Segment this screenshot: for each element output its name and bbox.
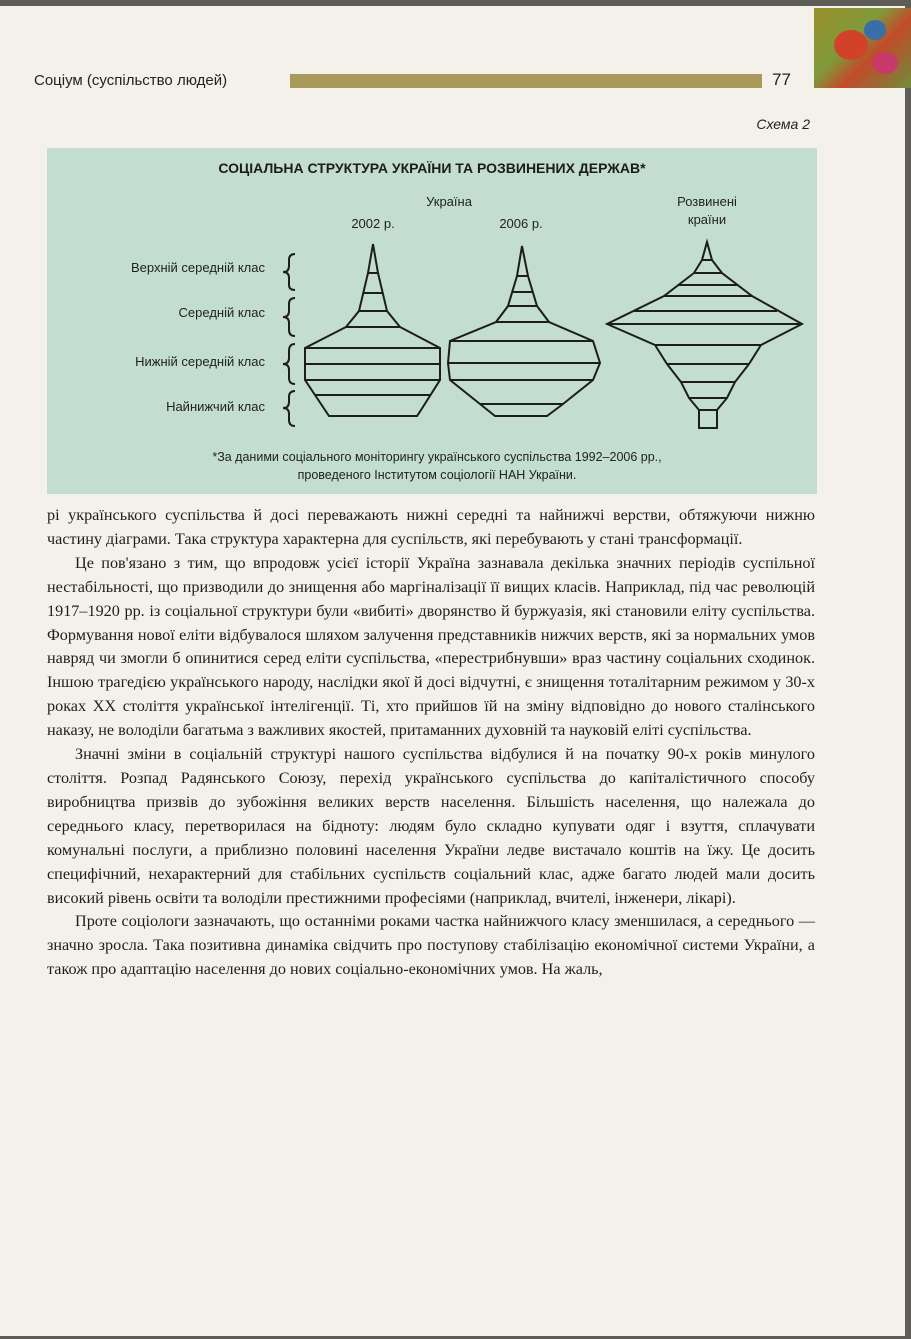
paragraph-2: Це пов'язано з тим, що впродовж усієї історії Україна зазнавала декілька значних періодів суспільної нестабільності, що призводили до знищення або маргіналізації її вищих класів. Наприклад, під час революцій 1917–1920 рр. із соціальної структури були «вибиті» дворянство й буржуазія, які становили еліту суспільства. Формування нової еліти відбувалося шляхом залучення представників нижчих верств, які за нормальних умов навряд чи змогли б опинитися серед еліти суспільства, «перестрибнувши» враз частину соціальних сходинок. Іншою трагедією українського народу, наслідки якої й досі відчутні, є знищення тоталітарним режимом у 30-х роках XX століття української інтелігенції. Ті, хто прийшов їй на зміну відповідно до нового сталінського наказу, не володіли багатьма з важливих якостей, притаманних духовній та науковій еліті суспільства. <box>47 553 815 740</box>
social-structure-figure <box>47 148 817 494</box>
running-title: Соціум (суспільство людей) <box>34 72 228 89</box>
row-label-lowest: Найнижчий клас <box>166 399 265 414</box>
body-text <box>47 504 815 982</box>
col-developed-label-1: Розвинені <box>677 194 737 209</box>
col-2002-label: 2002 р. <box>351 216 395 231</box>
group-ukraine-label: Україна <box>426 194 472 209</box>
row-label-upper-middle: Верхній середній клас <box>130 260 265 275</box>
figure-title: СОЦІАЛЬНА СТРУКТУРА УКРАЇНИ ТА РОЗВИНЕНИХ ДЕРЖАВ* <box>218 160 646 176</box>
footnote-line-2: проведеного Інститутом соціології НАН України. <box>297 468 577 482</box>
corner-illustration <box>814 8 911 88</box>
col-2006-label: 2006 р. <box>499 216 543 231</box>
paragraph-1: рі українського суспільства й досі переважають нижні середні та найнижчі верстви, обтяжуючи нижню частину діаграми. Така структура характерна для суспільств, які перебувають у стані трансформації. <box>47 506 815 548</box>
row-brace-lowest <box>283 391 295 426</box>
pyramid-2002 <box>305 244 440 416</box>
pyramid-2006 <box>448 246 600 416</box>
row-brace-upper-middle <box>283 254 295 290</box>
col-developed-label-2: країни <box>687 212 727 227</box>
row-label-middle: Середній клас <box>178 305 265 320</box>
paragraph-4: Проте соціологи зазначають, що останніми роками частка найнижчого класу зменшилася, а середнього — значно зросла. Така позитивна динаміка свідчить про поступову стабілізацію економічної системи України, а також про адаптацію населення до нових соціально-економічних умов. На жаль, <box>47 912 815 979</box>
figure-footnote <box>87 448 787 484</box>
row-label-lower-middle: Нижній середній клас <box>135 354 265 369</box>
figure-label: Схема 2 <box>756 116 810 132</box>
pyramid-diagrams <box>47 148 817 448</box>
row-brace-middle <box>283 298 295 336</box>
page-number: 77 <box>772 70 791 89</box>
row-brace-lower-middle <box>283 344 295 384</box>
pyramid-developed <box>607 242 802 428</box>
header-rule <box>290 74 762 88</box>
footnote-line-1: *За даними соціального моніторингу українського суспільства 1992–2006 рр., <box>212 450 662 464</box>
paragraph-3: Значні зміни в соціальній структурі нашого суспільства відбулися й на початку 90-х років минулого століття. Розпад Радянського Союзу, перехід українського суспільства до капіталістичного способу виробництва призвів до зубожіння великих верств населення. Більшість населення, що належала до середнього класу, перетворилася на бідноту: людям було складно купувати одяг і взуття, сплачувати комунальні послуги, а приблизно половині населення України ледве вистачало коштів на їжу. Це досить специфічний, нехарактерний для стабільних суспільств соціальний клас, адже багато людей мали досить високий рівень освіти та володіли престижними професіями (наприклад, вчителі, інженери, лікарі). <box>47 745 815 907</box>
